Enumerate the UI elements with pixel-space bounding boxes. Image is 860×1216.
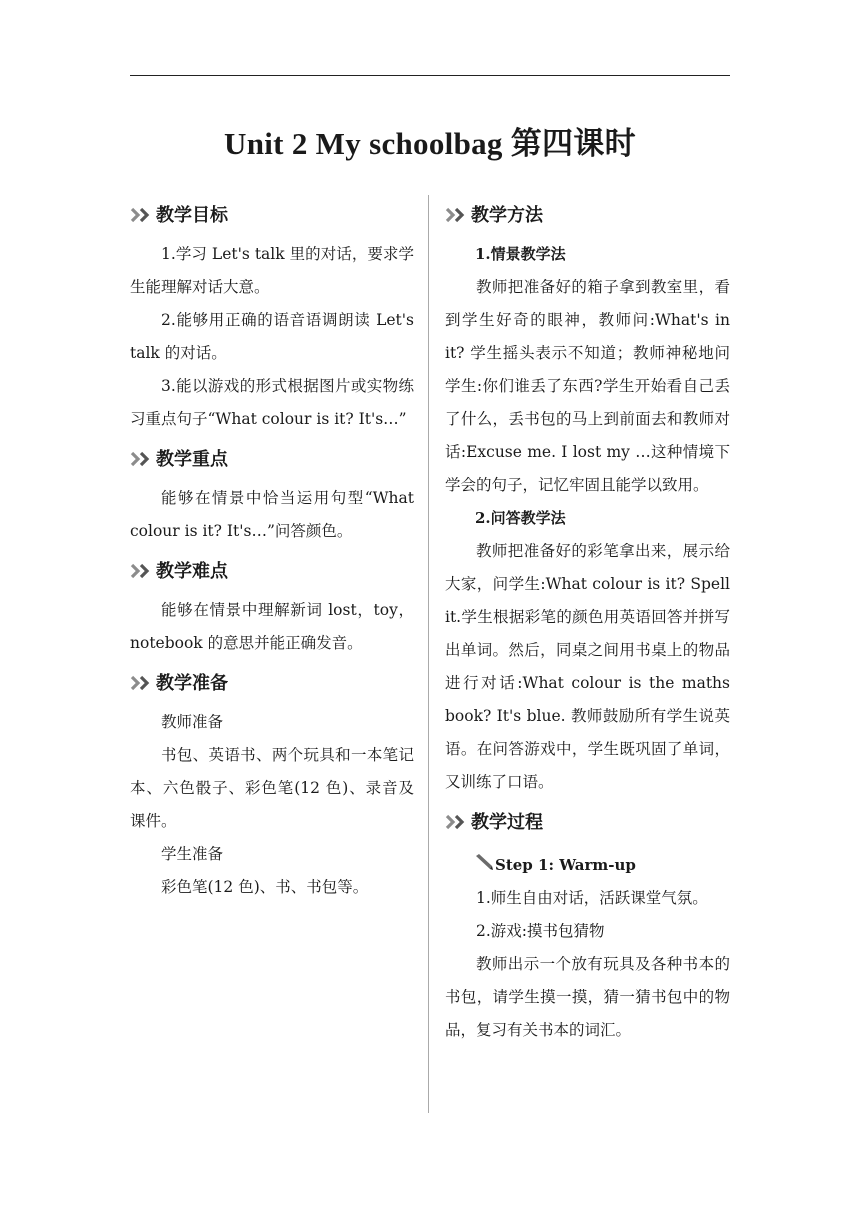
column-divider: [428, 195, 429, 1113]
section-heading-label: 教学重点: [156, 448, 228, 470]
double-chevron-icon: [130, 563, 154, 579]
goal-item: 1.学习 Let's talk 里的对话，要求学生能理解对话大意。: [130, 245, 414, 296]
goal-item: 2.能够用正确的语音语调朗读 Let's talk 的对话。: [130, 311, 414, 362]
section-heading-label: 教学方法: [471, 204, 543, 226]
section-heading-label: 教学难点: [156, 560, 228, 582]
difficulties-text: 能够在情景中理解新词 lost，toy，notebook 的意思并能正确发音。: [130, 601, 414, 652]
section-heading-difficulties: [130, 554, 414, 588]
step-item: 教师出示一个放有玩具及各种书本的书包，请学生摸一摸，猜一猜书包中的物品，复习有关书本的词汇。: [445, 955, 730, 1039]
method-title: 2.问答教学法: [475, 509, 566, 527]
section-heading-process: [445, 805, 730, 839]
method-title: 1.情景教学法: [475, 245, 566, 263]
section-heading-keypoints: [130, 442, 414, 476]
pen-icon: [475, 849, 493, 882]
section-heading-label: 教学目标: [156, 204, 228, 226]
right-column: [445, 198, 730, 1047]
teacher-prep-label: 教师准备: [161, 713, 224, 731]
step-title: Step 1: Warm-up: [495, 856, 636, 874]
left-column: [130, 198, 414, 904]
top-rule: [130, 75, 730, 76]
double-chevron-icon: [130, 207, 154, 223]
teacher-prep-text: 书包、英语书、两个玩具和一本笔记本、六色骰子、彩色笔(12 色)、录音及课件。: [130, 746, 414, 830]
section-heading-label: 教学过程: [471, 811, 543, 833]
student-prep-label: 学生准备: [161, 845, 224, 863]
double-chevron-icon: [130, 451, 154, 467]
section-heading-goals: [130, 198, 414, 232]
step-item: 2.游戏:摸书包猜物: [476, 922, 605, 940]
section-heading-label: 教学准备: [156, 672, 228, 694]
method-text: 教师把准备好的彩笔拿出来，展示给大家，问学生:What colour is it? Spell it.学生根据彩笔的颜色用英语回答并拼写出单词。然后，同桌之间用书桌上的物品进行对话:What colour is the maths book? It's blue. 教师鼓励所有学生说英语。在问答游戏中，学生既巩固了单词，又训练了口语。: [445, 542, 730, 791]
keypoints-text: 能够在情景中恰当运用句型“What colour is it? It's…”问答颜色。: [130, 489, 414, 540]
method-text: 教师把准备好的箱子拿到教室里，看到学生好奇的眼神，教师问:What's in it? 学生摇头表示不知道；教师神秘地问学生:你们谁丢了东西?学生开始看自己丢了什么，丢书包的马上到前面去和教师对话:Excuse me. I lost my …这种情境下学会的句子，记忆牢固且能学以致用。: [445, 278, 730, 494]
section-heading-methods: [445, 198, 730, 232]
page-title: Unit 2 My schoolbag 第四课时: [224, 126, 636, 161]
step-item: 1.师生自由对话，活跃课堂气氛。: [476, 889, 708, 907]
double-chevron-icon: [130, 675, 154, 691]
goal-item: 3.能以游戏的形式根据图片或实物练习重点句子“What colour is it? It's…”: [130, 377, 414, 428]
double-chevron-icon: [445, 207, 469, 223]
student-prep-text: 彩色笔(12 色)、书、书包等。: [161, 878, 369, 896]
step-heading: [445, 849, 730, 882]
section-heading-preparation: [130, 666, 414, 700]
double-chevron-icon: [445, 814, 469, 830]
